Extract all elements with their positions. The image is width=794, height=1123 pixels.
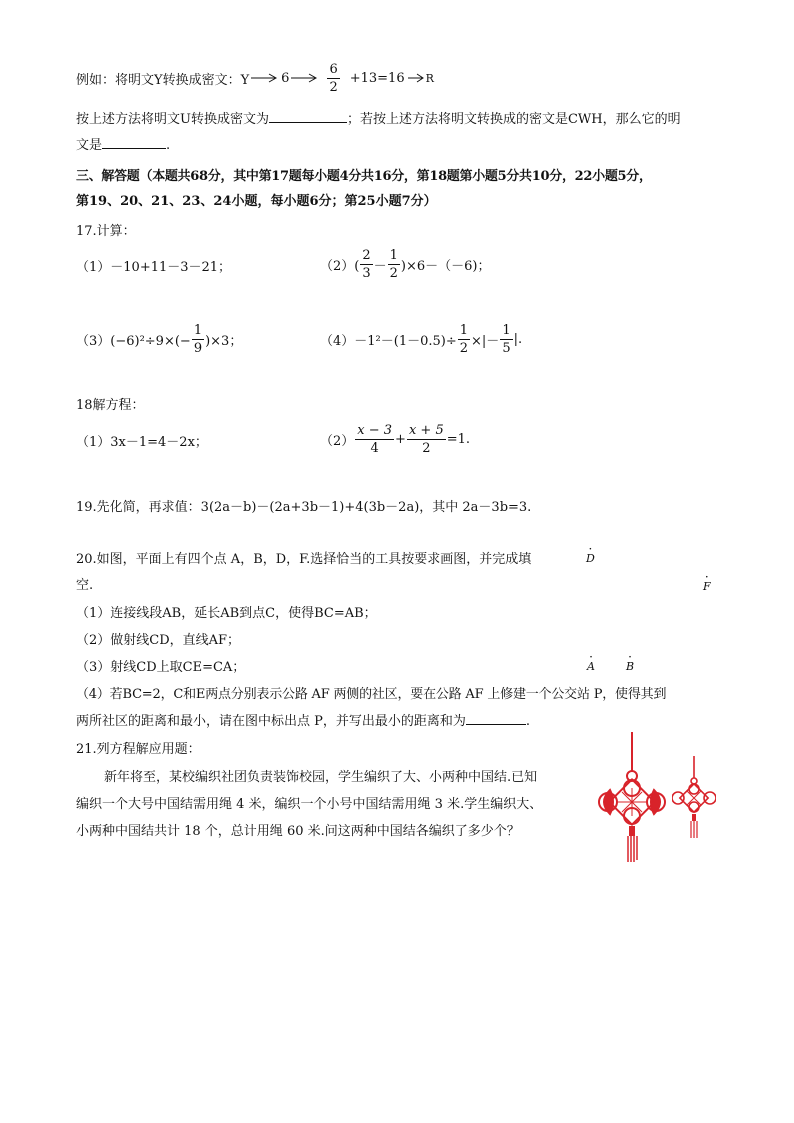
fraction-numerator: 1	[193, 322, 203, 338]
answer-blank[interactable]	[269, 110, 347, 123]
point-b: · B	[626, 650, 635, 673]
expr-text: +	[395, 431, 406, 447]
example-fraction	[327, 63, 339, 94]
q18-part1: （1）3x－1=4－2x；	[76, 435, 208, 450]
step4-text: 两所社区的距离和最小，请在图中标出点 P，并写出最小的距离和为	[76, 714, 466, 729]
expr-text: （4）－1²－(1－0.5)÷	[320, 333, 457, 349]
expr-text: =1.	[446, 431, 471, 447]
fraction-denominator: 4	[370, 440, 379, 456]
example-line	[76, 58, 434, 98]
q20-step4a: （4）若BC=2，C和E两点分别表示公路 AF 两侧的社区，要在公路 AF 上修建一个公交站 P，使得其到	[76, 687, 667, 702]
section-heading-line1: 三、解答题（本题共68分，其中第17题每小题4分共16分，第18题第小题5分共10分，22小题5分，	[76, 169, 652, 184]
chinese-knot-icon	[598, 732, 666, 864]
chinese-knot-icon	[672, 756, 716, 840]
expr-text: )×6－（－6)；	[400, 258, 491, 274]
expr-text: |.	[513, 331, 523, 347]
cipher-text-1: 按上述方法将明文U转换成密文为	[76, 112, 269, 127]
cipher-text-3: 文是	[76, 138, 103, 153]
right-arrow-icon	[251, 73, 279, 83]
fraction-denominator: 2	[389, 265, 398, 281]
fraction	[360, 249, 372, 280]
answer-blank[interactable]	[102, 136, 166, 149]
q19-text: 19.先化简，再求值：3(2a－b)－(2a+3b－1)+4(3b－2a)，其中 2a－3b=3.	[76, 500, 532, 515]
q21-line1: 新年将至，某校编织社团负责装饰校园，学生编织了大、小两种中国结.已知	[104, 770, 538, 785]
expr-text: （2）(	[320, 258, 360, 274]
fraction-numerator: 1	[389, 247, 398, 263]
step4-end: .	[525, 714, 531, 729]
cipher-text-2: ；若按上述方法将明文转换成的密文是CWH，那么它的明	[346, 112, 681, 127]
q18-part2	[320, 420, 470, 458]
q21-line3: 小两种中国结共计 18 个，总计用绳 60 米.问这两种中国结各编织了多少个？	[76, 824, 520, 839]
fraction-denominator: 2	[329, 79, 338, 95]
fraction-denominator: 2	[459, 340, 469, 356]
point-a-label: A	[587, 660, 595, 673]
expr-text: ×|－	[471, 333, 500, 349]
right-arrow-icon	[291, 73, 319, 83]
fraction-numerator: x − 3	[357, 422, 393, 438]
q21-title: 21.列方程解应用题：	[76, 742, 201, 757]
cipher-question-line2	[76, 134, 170, 153]
point-d-label: D	[586, 552, 595, 565]
q20-step3: （3）射线CD上取CE=CA；	[76, 660, 246, 675]
q20-step4b	[76, 710, 530, 729]
cipher-text-4: .	[166, 138, 171, 153]
fraction-denominator: 3	[362, 265, 371, 281]
q17-part3	[76, 320, 242, 358]
expr-text: )×3；	[205, 333, 243, 349]
point-a: · A	[587, 650, 595, 673]
fraction-numerator: 2	[362, 247, 371, 263]
fraction	[355, 424, 394, 455]
fraction-denominator: 2	[422, 440, 431, 456]
fraction	[407, 424, 446, 455]
section-heading-line2: 第19、20、21、23、24小题，每小题6分；第25小题7分）	[76, 194, 437, 209]
q18-title: 18解方程：	[76, 398, 145, 413]
fraction	[500, 324, 512, 355]
fraction	[388, 249, 400, 280]
q20-step1: （1）连接线段AB，延长AB到点C，使得BC=AB；	[76, 606, 377, 621]
fraction-denominator: 9	[193, 340, 203, 356]
answer-blank[interactable]	[466, 712, 526, 725]
point-f: · F	[703, 570, 711, 593]
q17-part4	[320, 320, 522, 358]
right-arrow-icon	[408, 73, 426, 83]
example-step2: +13=16	[349, 70, 405, 86]
q20-line2: 空.	[76, 578, 94, 593]
fraction-numerator: x + 5	[408, 422, 444, 438]
expr-text: －	[373, 258, 387, 274]
fraction-numerator: 1	[502, 322, 511, 338]
fraction-numerator: 6	[329, 61, 338, 77]
q17-part1: （1）－10+11－3－21；	[76, 260, 232, 275]
example-lead: 例如：将明文Y转换成密文：Y	[76, 72, 250, 88]
example-step1: 6	[281, 70, 290, 86]
q17-title: 17.计算：	[76, 224, 136, 239]
expr-text: （2）	[320, 433, 355, 449]
fraction	[458, 324, 470, 355]
expr-text: （3）(−6)²÷9×(−	[76, 333, 191, 349]
q17-part2	[320, 246, 491, 282]
fraction-denominator: 5	[502, 340, 511, 356]
point-f-label: F	[703, 580, 711, 593]
point-b-label: B	[626, 660, 635, 673]
fraction-numerator: 1	[459, 322, 469, 338]
q20-step2: （2）做射线CD，直线AF；	[76, 633, 241, 648]
example-step3: R	[425, 71, 434, 85]
cipher-question-line1	[76, 108, 681, 127]
q21-line2: 编织一个大号中国结需用绳 4 米，编织一个小号中国结需用绳 3 米.学生编织大、	[76, 797, 543, 812]
fraction	[192, 324, 204, 355]
q20-line1: 20.如图，平面上有四个点 A，B，D，F.选择恰当的工具按要求画图，并完成填	[76, 552, 532, 567]
point-d: · D	[586, 542, 595, 565]
